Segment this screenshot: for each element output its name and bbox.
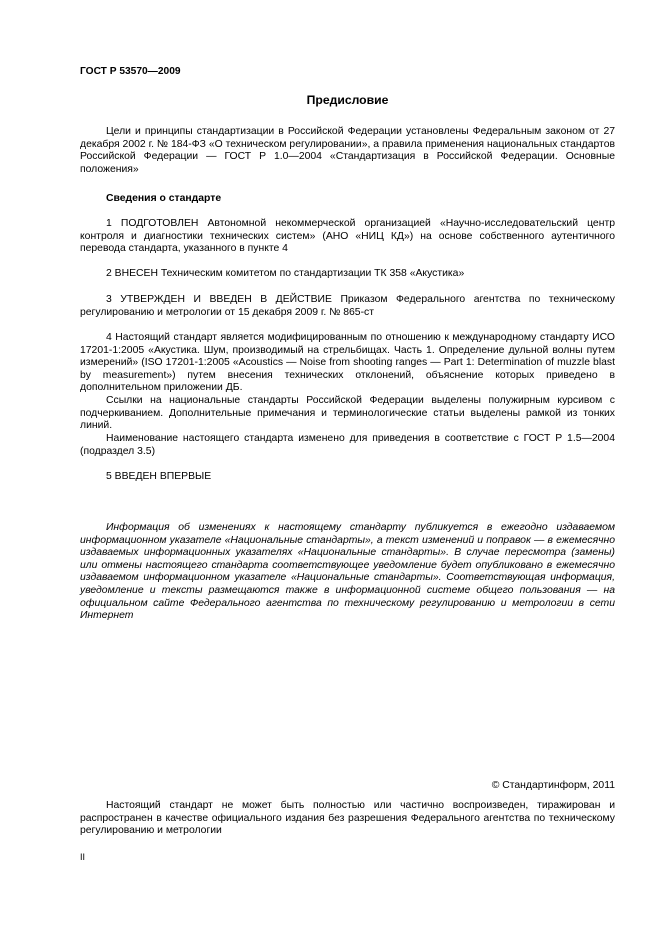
item-3-paragraph: 3 УТВЕРЖДЕН И ВВЕДЕН В ДЕЙСТВИЕ Приказом Федерального агентства по техническому регулированию и метрологии от 15 декабря 2009 г. № 865-ст [80, 294, 615, 318]
section-heading: Сведения о стандарте [106, 193, 222, 204]
copyright-line: © Стандартинформ, 2011 [491, 780, 615, 791]
page-number: II [80, 852, 86, 862]
item-4-note-title-change: Наименование настоящего стандарта изменено для приведения в соответствие с ГОСТ Р 1.5—2004 (подраздел 3.5) [80, 433, 615, 457]
item-2-paragraph: 2 ВНЕСЕН Техническим комитетом по стандартизации ТК 358 «Акустика» [106, 268, 465, 279]
item-4-note-references: Ссылки на национальные стандарты Российской Федерации выделены полужирным курсивом с подчеркиванием. Дополнительные примечания и терминологические статьи выделены рамкой из тонких линий. [80, 395, 615, 432]
rights-notice: Настоящий стандарт не может быть полностью или частично воспроизведен, тиражирован и распространен в качестве официального издания без разрешения Федерального агентства по техническому регулированию и метрологии [80, 800, 615, 837]
item-4-paragraph: 4 Настоящий стандарт является модифицированным по отношению к международному стандарту ИСО 17201-1:2005 «Акустика. Шум, производимый на стрельбищах. Часть 1. Определение дульной волны путем измерений» (ISO 17201-1:2005 «Acoustics — Noise from shooting ranges — Part 1: Determination of muzzle blast by measurement») путем внесения технических отклонений, объяснение которых приведено в дополнительном приложении ДБ. [80, 332, 615, 394]
info-notice: Информация об изменениях к настоящему стандарту публикуется в ежегодно издаваемом информационном указателе «Национальные стандарты», а текст изменений и поправок — в ежемесячно издаваемых информационных указателях «Национальные стандарты». В случае пересмотра (замены) или отмены настоящего стандарта соответствующее уведомление будет опубликовано в ежемесячно издаваемом информационном указателе «Национальные стандарты». Соответствующая информация, уведомление и тексты размещаются также в информационной системе общего пользования — на официальном сайте Федерального агентства по техническому регулированию и метрологии в сети Интернет [80, 522, 615, 622]
document-code-header: ГОСТ Р 53570—2009 [80, 66, 181, 77]
item-5-paragraph: 5 ВВЕДЕН ВПЕРВЫЕ [106, 471, 212, 482]
page-title: Предисловие [306, 93, 389, 107]
item-1-paragraph: 1 ПОДГОТОВЛЕН Автономной некоммерческой организацией «Научно-исследовательский центр контроля и диагностики технических систем» (АНО «НИЦ КД») на основе собственного аутентичного перевода стандарта, указанного в пункте 4 [80, 218, 615, 255]
intro-paragraph: Цели и принципы стандартизации в Российской Федерации установлены Федеральным законом от 27 декабря 2002 г. № 184-ФЗ «О техническом регулировании», а правила применения национальных стандартов Российской Федерации — ГОСТ Р 1.0—2004 «Стандартизация в Российской Федерации. Основные положения» [80, 126, 615, 175]
